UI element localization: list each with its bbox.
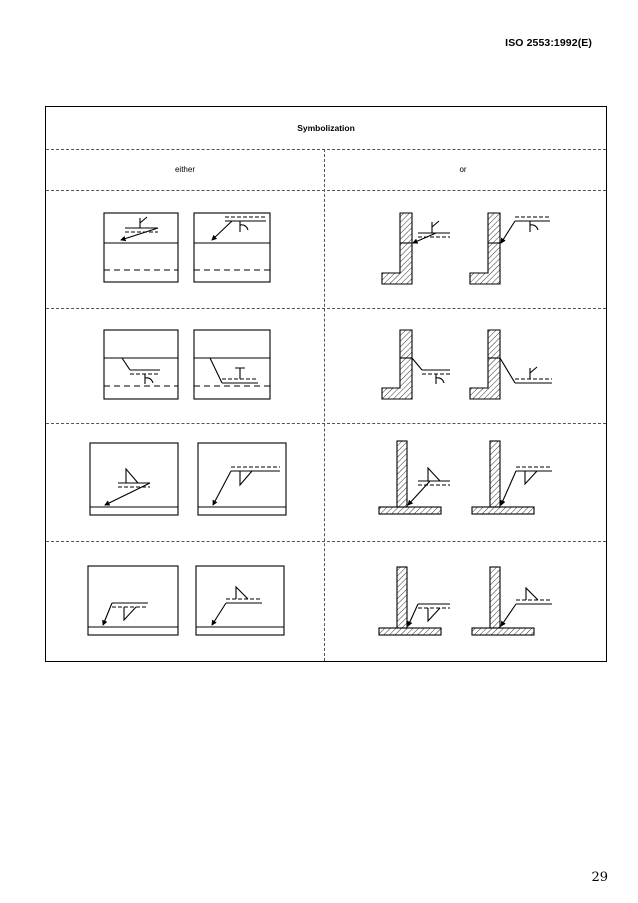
table-title: Symbolization (297, 123, 355, 133)
page-number: 29 (591, 870, 608, 885)
weld-figure (382, 330, 450, 399)
standard-reference: ISO 2553:1992(E) (505, 37, 592, 49)
weld-figure (90, 443, 178, 515)
weld-figure (472, 567, 552, 635)
weld-figure (472, 441, 552, 514)
weld-figure (194, 213, 270, 282)
weld-figure (194, 330, 270, 399)
weld-figure (104, 330, 178, 399)
column-header-or: or (459, 165, 467, 174)
column-header-either: either (174, 165, 195, 174)
weld-figure (196, 566, 284, 635)
weld-figure (88, 566, 178, 635)
weld-figure (470, 213, 550, 284)
weld-figure (470, 330, 552, 399)
weld-figure (104, 213, 178, 282)
weld-figure (198, 443, 286, 515)
weld-figure (379, 567, 450, 635)
weld-figure (382, 213, 450, 284)
weld-figure (379, 441, 450, 514)
